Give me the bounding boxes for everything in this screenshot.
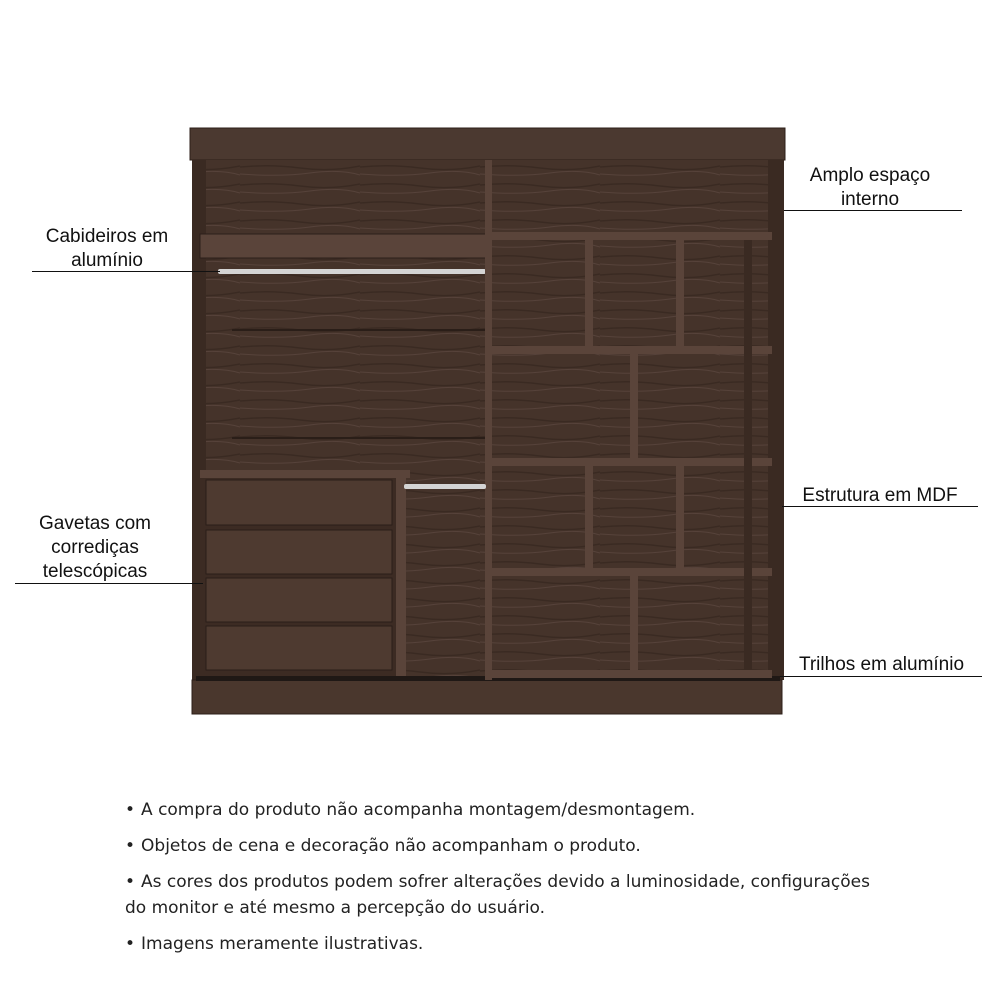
note-item: • Objetos de cena e decoração não acompanham o produto. [125,836,641,856]
label-trilhos: Trilhos em alumínio [798,654,965,675]
label-amplo-espaco: Amplo espaço interno [809,165,931,210]
drawer-3 [206,578,392,622]
wardrobe-base [192,680,782,714]
label-cabideiros: Cabideiros em alumínio [45,226,169,271]
center-divider [485,160,492,680]
label-gavetas: Gavetas com corrediças telescópicas [39,513,151,582]
drawer-side-panel [396,478,406,676]
leader-amplo [784,210,962,211]
left-top-shelf [200,234,490,258]
drawer-1 [206,480,392,525]
bullet-icon: • [125,872,136,892]
leader-gavetas [15,583,203,584]
hanging-rail-upper [218,269,486,274]
wardrobe-top [190,128,785,160]
bullet-icon: • [125,934,136,954]
leader-trilhos [780,676,982,677]
bullet-icon: • [125,836,136,856]
note-item: • Imagens meramente ilustrativas. [125,934,424,954]
drawer-2 [206,530,392,574]
notes-list [125,797,925,967]
leader-estrutura [782,506,978,507]
label-estrutura: Estrutura em MDF [802,485,958,506]
note-item: • As cores dos produtos podem sofrer alterações devido a luminosidade, configurações do monitor e até mesmo a percepção do usuário. [125,872,870,918]
hanging-rail-lower [404,484,486,489]
note-item: • A compra do produto não acompanha montagem/desmontagem. [125,800,696,820]
leader-cabideiros [32,271,220,272]
bullet-icon: • [125,800,136,820]
drawer-4 [206,626,392,670]
drawer-block-top [200,470,410,478]
